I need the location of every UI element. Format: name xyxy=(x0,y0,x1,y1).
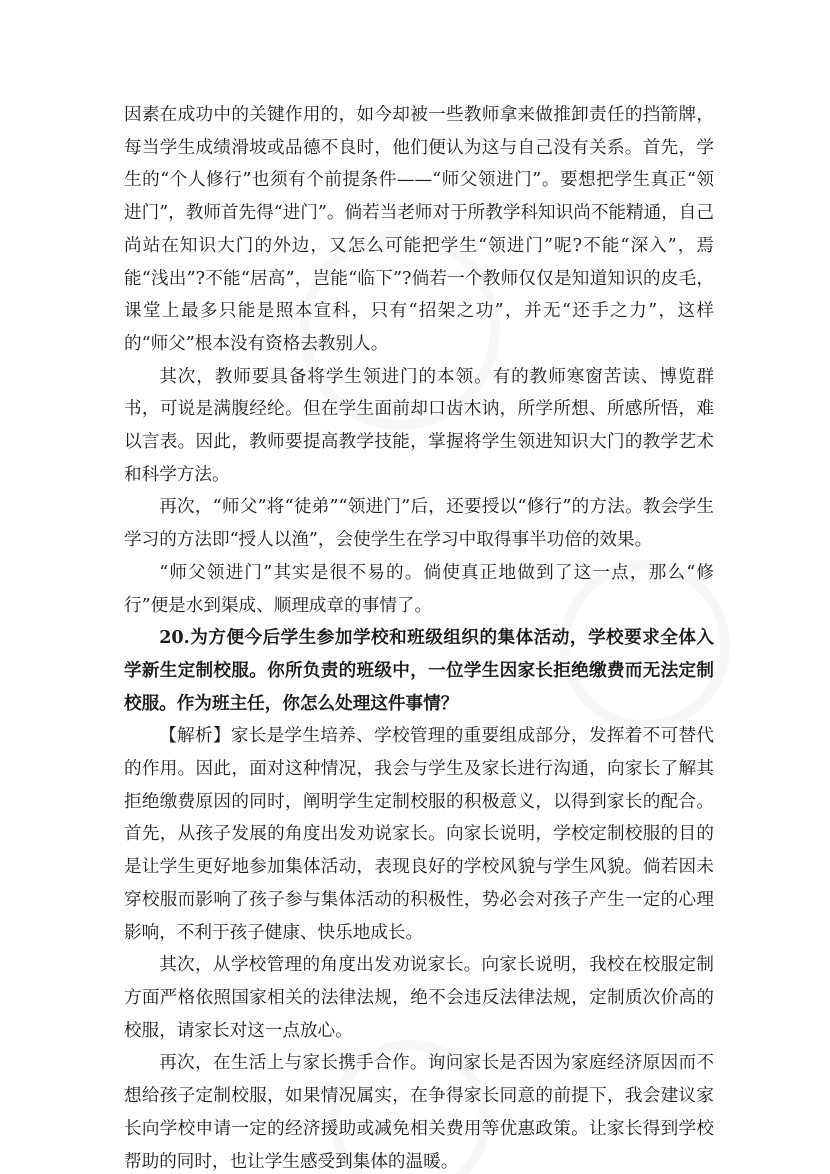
document-body xyxy=(124,99,714,1174)
analysis-label: 【解析】 xyxy=(159,726,231,747)
paragraph-third-point: 再次，“师父”将“徒弟”“领进门”后，还要授以“修行”的方法。教会学生学习的方法即“授人以渔”，会使学生在学习中取得事半功倍的效果。 xyxy=(124,497,714,551)
question-20: 20.为方便今后学生参加学校和班级组织的集体活动，学校要求全体入学新生定制校服。你所负责的班级中，一位学生因家长拒绝缴费而无法定制校服。作为班主任，你怎么处理这件事情？ xyxy=(124,627,714,714)
paragraph-conclusion: “师父领进门”其实是很不易的。倘使真正地做到了这一点，那么“修行”便是水到渠成、顺理成章的事情了。 xyxy=(124,562,714,616)
paragraph-continued: 因素在成功中的关键作用的，如今却被一些教师拿来做推卸责任的挡箭牌，每当学生成绩滑坡或品德不良时，他们便认为这与自己没有关系。首先，学生的“个人修行”也须有个前提条件——“师父领进门”。要想把学生真正“领进门”，教师首先得“进门”。倘若当老师对于所教学科知识尚不能精通，自己尚站在知识大门的外边，又怎么可能把学生“领进门”呢?不能“深入”，焉能“浅出”?不能“居高”，岂能“临下”?倘若一个教师仅仅是知道知识的皮毛，课堂上最多只能是照本宣科，只有“招架之功”，并无“还手之力”，这样的“师父”根本没有资格去教别人。 xyxy=(124,105,714,354)
analysis-paragraph-2: 其次，从学校管理的角度出发劝说家长。向家长说明，我校在校服定制方面严格依照国家相关的法律法规，绝不会违反法律法规，定制质次价高的校服，请家长对这一点放心。 xyxy=(124,955,714,1041)
analysis-paragraph-1 xyxy=(124,720,714,949)
analysis-paragraph-3: 再次，在生活上与家长携手合作。询问家长是否因为家庭经济原因而不想给孩子定制校服，如果情况属实，在争得家长同意的前提下，我会建议家长向学校申请一定的经济援助或减免相关费用等优惠政策。让家长得到学校帮助的同时，也让学生感受到集体的温暖。 xyxy=(124,1053,714,1172)
paragraph-second-point: 其次，教师要具备将学生领进门的本领。有的教师寒窗苦读、博览群书，可说是满腹经纶。但在学生面前却口齿木讷，所学所想、所感所悟，难以言表。因此，教师要提高教学技能，掌握将学生领进知识大门的教学艺术和科学方法。 xyxy=(124,366,714,485)
analysis-text: 家长是学生培养、学校管理的重要组成部分，发挥着不可替代的作用。因此，面对这种情况，我会与学生及家长进行沟通，向家长了解其拒绝缴费原因的同时，阐明学生定制校服的积极意义，以得到家长的配合。首先，从孩子发展的角度出发劝说家长。向家长说明，学校定制校服的目的是让学生更好地参加集体活动，表现良好的学校风貌与学生风貌。倘若因未穿校服而影响了孩子参与集体活动的积极性，势必会对孩子产生一定的心理影响，不利于孩子健康、快乐地成长。 xyxy=(124,726,714,943)
